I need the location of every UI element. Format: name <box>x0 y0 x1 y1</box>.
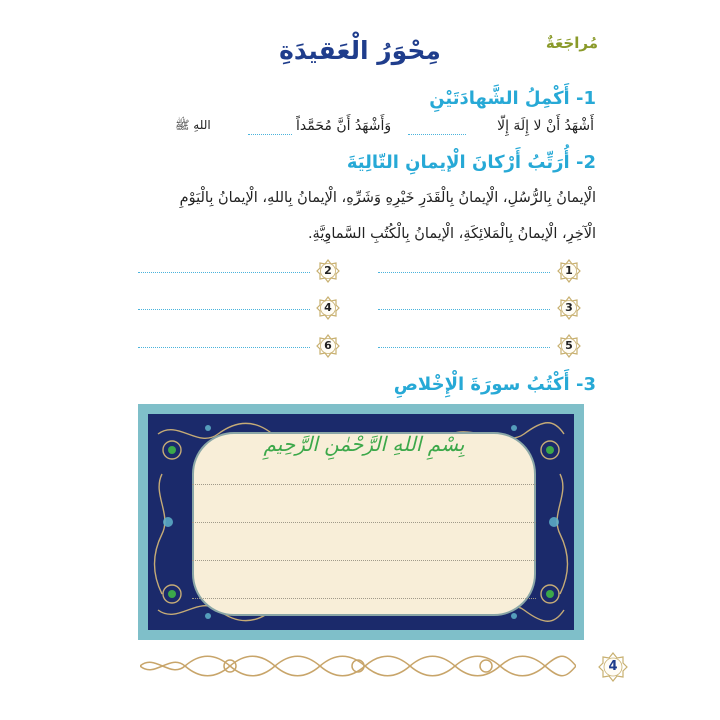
item-badge-4 <box>316 296 340 320</box>
item-number-1: 1 <box>565 264 573 277</box>
item-badge-2 <box>316 259 340 283</box>
writing-panel[interactable] <box>192 432 536 616</box>
section-3-number: 3- <box>575 374 596 395</box>
writing-line-4[interactable] <box>192 598 536 599</box>
writing-line-2[interactable] <box>192 522 536 523</box>
page-title: مِحْوَرُ الْعَقيدَةِ <box>279 36 441 65</box>
shahada-segment-c: اللهِ ﷺ <box>175 118 211 132</box>
footer-ornament <box>140 653 576 679</box>
item-number-6: 6 <box>324 339 332 352</box>
item-badge-1 <box>557 259 581 283</box>
item-number-3: 3 <box>565 301 573 314</box>
section-2-heading <box>347 152 596 173</box>
answer-line-1[interactable] <box>378 272 550 273</box>
shahada-segment-b: وَأَشْهَدُ أَنَّ مُحَمَّداً <box>296 118 392 134</box>
writing-line-1[interactable] <box>192 484 536 485</box>
pillars-text-line-1: الْإيمانُ بِالرُّسُلِ، الْإيمانُ بِالْقَدَرِ خَيْرِهِ وَشَرِّهِ، الْإيمانُ بِاللهِ، الْإيمانُ بِالْيَوْمِ <box>179 190 596 206</box>
item-badge-5 <box>557 334 581 358</box>
answer-line-4[interactable] <box>138 309 310 310</box>
item-number-5: 5 <box>565 339 573 352</box>
section-2-number: 2- <box>575 152 596 173</box>
writing-line-3[interactable] <box>192 560 536 561</box>
shahada-segment-a: أَشْهَدُ أَنْ لا إِلَهَ إِلّا <box>497 118 594 134</box>
section-2-title: أُرَتِّبُ أَرْكانَ الْإيمانِ التّالِيَةَ <box>346 152 570 173</box>
pillars-text-line-2: الْآخِرِ، الْإيمانُ بِالْمَلائِكَةِ، الْإيمانُ بِالْكُتُبِ السَّماوِيَّةِ. <box>307 226 596 242</box>
item-badge-3 <box>557 296 581 320</box>
basmala-heading: بِسْمِ اللهِ الرَّحْمٰنِ الرَّحِيمِ <box>263 432 465 456</box>
item-number-4: 4 <box>324 301 332 314</box>
section-1-number: 1- <box>575 88 596 109</box>
section-3-title: أَكْتُبُ سورَةَ الْإِخْلاصِ <box>393 374 570 395</box>
section-3-heading <box>394 374 596 395</box>
answer-blank-1[interactable] <box>408 134 466 135</box>
section-1-title: أَكْمِلُ الشَّهادَتَيْنِ <box>429 88 570 109</box>
answer-line-5[interactable] <box>378 347 550 348</box>
page-number: 4 <box>608 659 618 674</box>
answer-line-3[interactable] <box>378 309 550 310</box>
answer-blank-2[interactable] <box>248 134 292 135</box>
section-1-heading <box>429 88 596 109</box>
answer-line-2[interactable] <box>138 272 310 273</box>
answer-line-6[interactable] <box>138 347 310 348</box>
item-number-2: 2 <box>324 264 332 277</box>
section-label: مُراجَعَةٌ <box>545 34 598 52</box>
item-badge-6 <box>316 334 340 358</box>
